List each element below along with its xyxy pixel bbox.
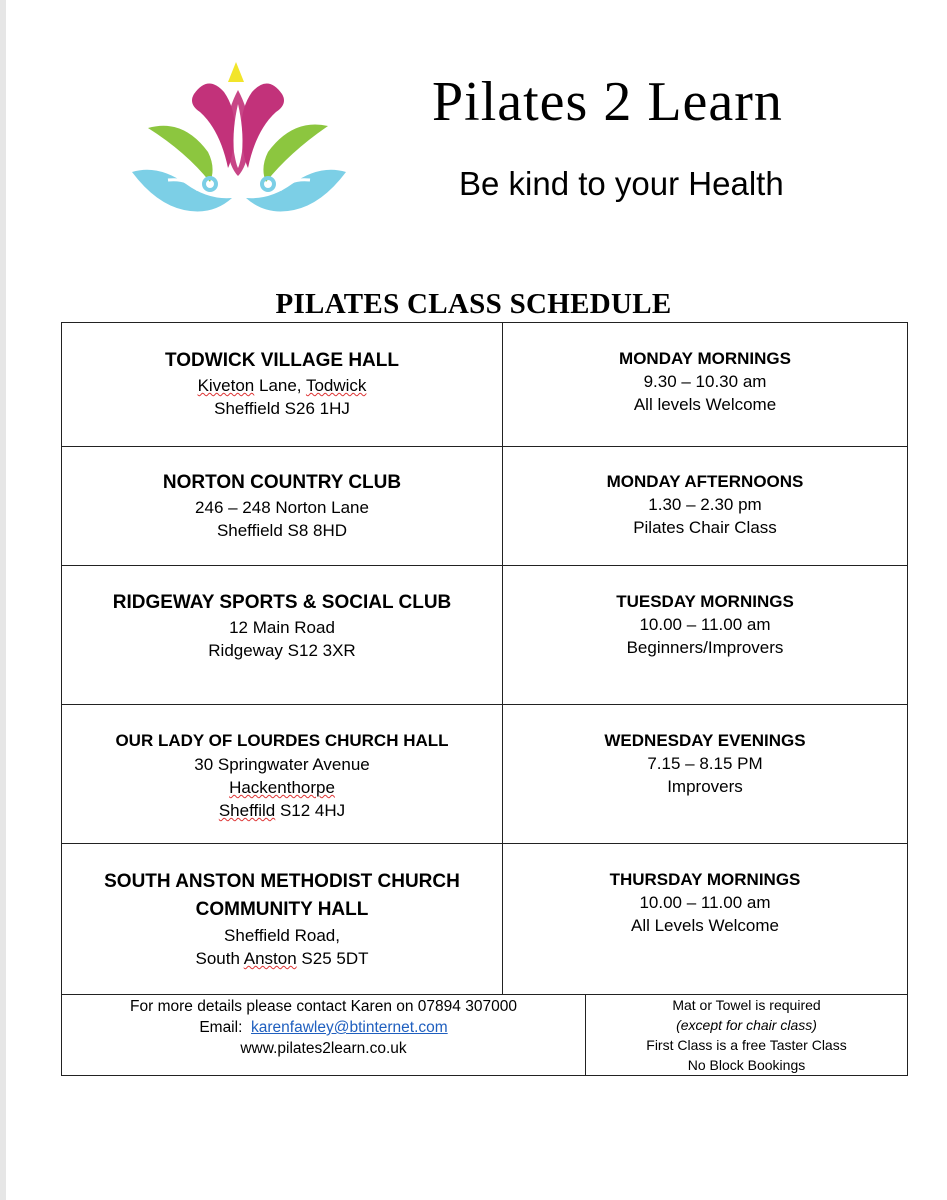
- venue-name-line: COMMUNITY HALL: [195, 899, 369, 920]
- class-day: MONDAY MORNINGS: [619, 349, 791, 368]
- email-label: Email:: [199, 1019, 243, 1036]
- class-day: THURSDAY MORNINGS: [609, 870, 801, 889]
- note-line: Mat or Towel is required: [672, 997, 821, 1013]
- venue-name-line: SOUTH ANSTON METHODIST CHURCH: [104, 871, 460, 892]
- venue-cell: [62, 844, 503, 995]
- tagline: Be kind to your Health: [459, 165, 784, 202]
- table-row: [62, 705, 908, 844]
- class-day: TUESDAY MORNINGS: [616, 592, 794, 611]
- table-row: [62, 323, 908, 447]
- venue-name: NORTON COUNTRY CLUB: [162, 472, 402, 493]
- venue-name: TODWICK VILLAGE HALL: [165, 350, 399, 371]
- venue-name: RIDGEWAY SPORTS & SOCIAL CLUB: [112, 592, 452, 613]
- email-line: [62, 1017, 585, 1038]
- venue-address-line: 246 – 248 Norton Lane: [195, 498, 369, 517]
- class-time: 10.00 – 11.00 am: [639, 893, 771, 912]
- venue-cell: [62, 323, 503, 447]
- class-level: All levels Welcome: [633, 395, 777, 414]
- note-line: (except for chair class): [676, 1017, 817, 1033]
- venue-address-line: Sheffield Road,: [224, 926, 340, 945]
- class-level: Improvers: [667, 777, 743, 796]
- time-cell: [503, 844, 908, 995]
- venue-name: OUR LADY OF LOURDES CHURCH HALL: [115, 731, 449, 750]
- class-time: 10.00 – 11.00 am: [639, 615, 771, 634]
- table-row: [62, 447, 908, 566]
- page-edge-shadow: [0, 0, 6, 1200]
- lotus-hands-icon: [128, 60, 350, 220]
- time-cell: [503, 447, 908, 566]
- time-cell: [503, 323, 908, 447]
- table-row: [62, 995, 908, 1076]
- venue-address-line: 30 Springwater Avenue: [194, 755, 370, 774]
- table-row: [62, 844, 908, 995]
- venue-address-line: 12 Main Road: [229, 618, 335, 637]
- class-time: 7.15 – 8.15 PM: [647, 754, 763, 773]
- table-row: [62, 566, 908, 705]
- website-link[interactable]: www.pilates2learn.co.uk: [240, 1040, 407, 1057]
- venue-address-text: Hackenthorpe: [229, 778, 335, 797]
- time-cell: [503, 566, 908, 705]
- schedule-title: PILATES CLASS SCHEDULE: [275, 288, 672, 320]
- footer-table: [61, 994, 908, 1076]
- venue-address-line: South Anston S25 5DT: [195, 949, 369, 968]
- email-link[interactable]: karenfawley@btinternet.com: [251, 1019, 448, 1036]
- class-level: Beginners/Improvers: [626, 638, 784, 657]
- note-line: No Block Bookings: [687, 1057, 806, 1073]
- class-level: All Levels Welcome: [630, 916, 780, 935]
- brand-title: Pilates 2 Learn: [432, 71, 783, 133]
- time-cell: [503, 705, 908, 844]
- class-time: 9.30 – 10.30 am: [643, 372, 767, 391]
- venue-address-line: Sheffild S12 4HJ: [218, 801, 346, 820]
- note-line: First Class is a free Taster Class: [646, 1037, 847, 1053]
- venue-address-line: Kiveton Lane, Todwick: [197, 376, 367, 395]
- contact-text: For more details please contact Karen on 07894 307000: [130, 998, 517, 1015]
- venue-address-line: Sheffield S26 1HJ: [214, 399, 350, 418]
- class-time: 1.30 – 2.30 pm: [648, 495, 762, 514]
- venue-address-line: Ridgeway S12 3XR: [208, 641, 356, 660]
- class-level: Pilates Chair Class: [633, 518, 777, 537]
- schedule-table: [61, 322, 908, 995]
- class-day: MONDAY AFTERNOONS: [606, 472, 804, 491]
- venue-cell: [62, 447, 503, 566]
- class-day: WEDNESDAY EVENINGS: [604, 731, 806, 750]
- venue-cell: [62, 566, 503, 705]
- contact-cell: [62, 995, 586, 1076]
- venue-cell: [62, 705, 503, 844]
- notes-cell: [586, 995, 908, 1076]
- venue-address-line: [62, 776, 502, 799]
- venue-address-line: Sheffield S8 8HD: [216, 521, 348, 540]
